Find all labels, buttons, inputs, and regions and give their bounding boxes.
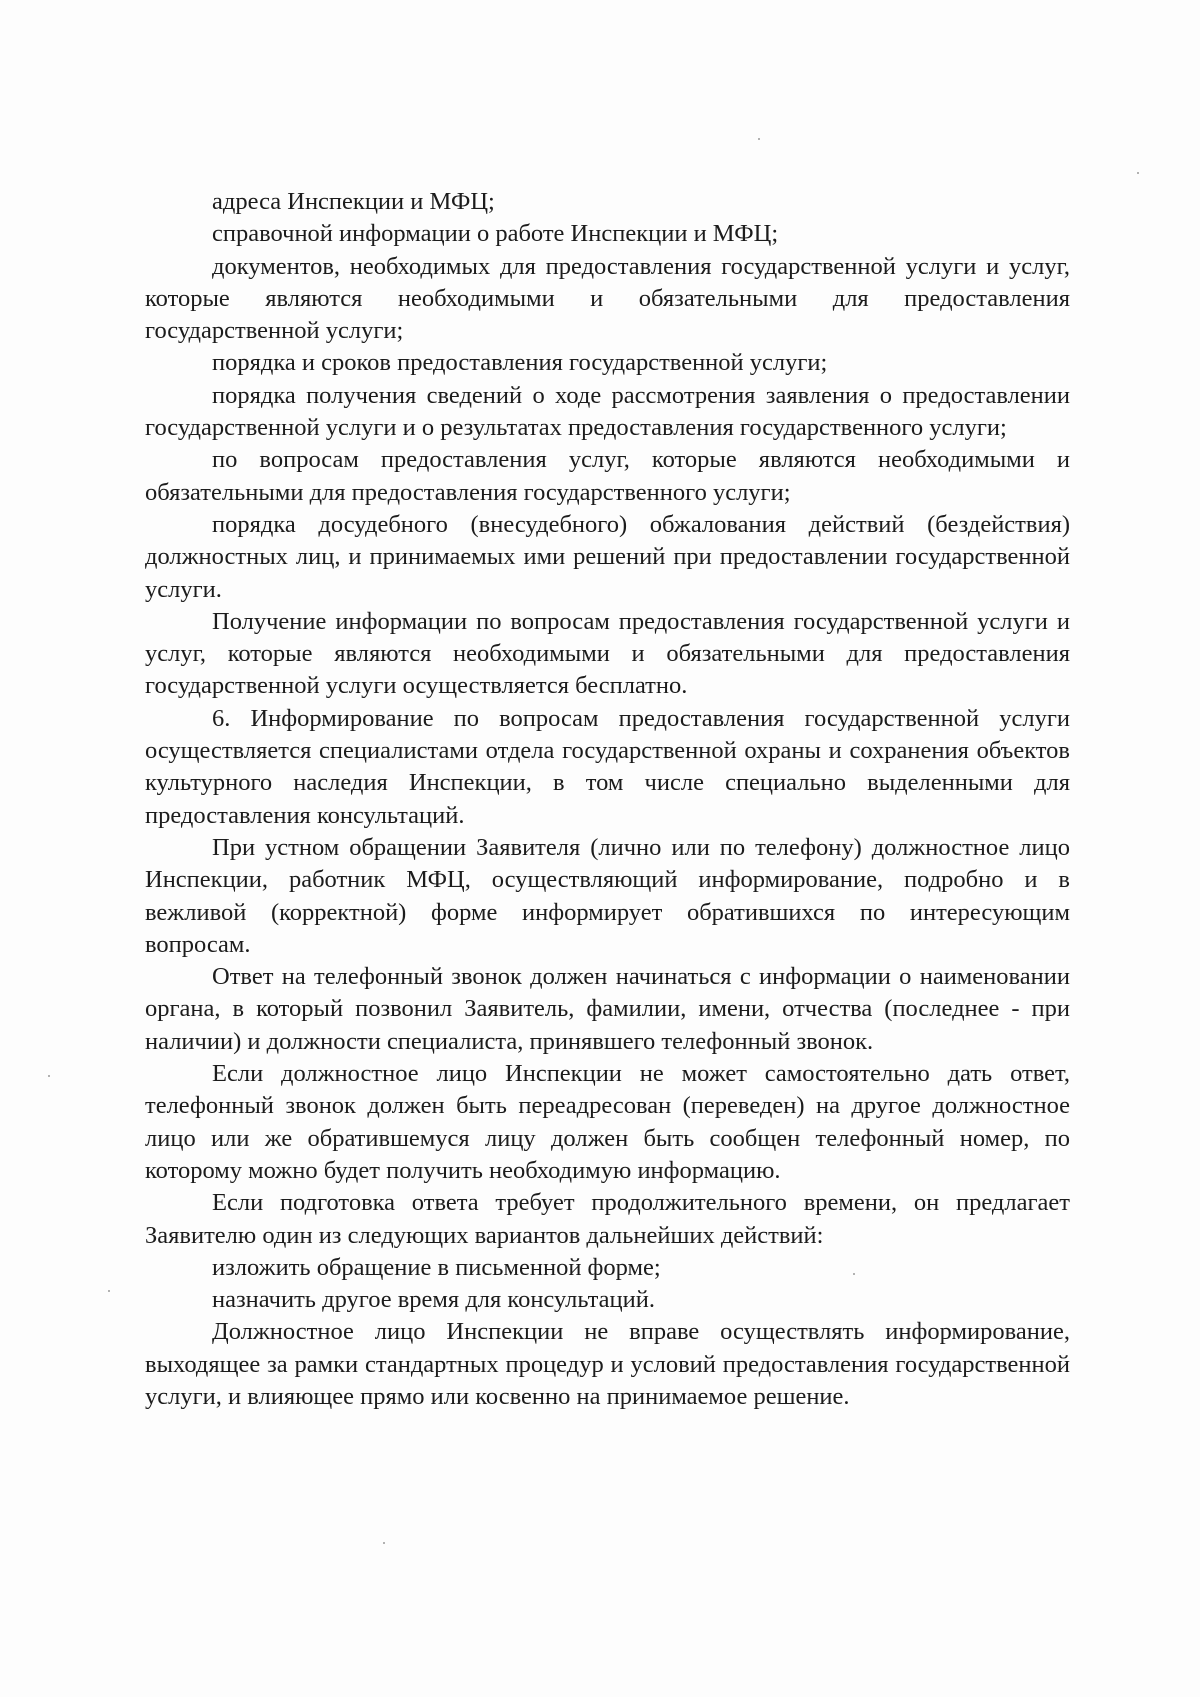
paragraph-10: При устном обращении Заявителя (лично или по телефону) должностное лицо Инспекции, работник МФЦ, осуществляющий информирование, подробно и в вежливой (корректной) форме информирует обратившихся по интересующим вопросам.	[145, 833, 1070, 958]
paragraph-5: порядка получения сведений о ходе рассмотрения заявления о предоставлении государственной услуги и о результатах предоставления государственного услуги;	[145, 381, 1070, 442]
paragraph-7: порядка досудебного (внесудебного) обжалования действий (бездействия) должностных лиц, и принимаемых ими решений при предоставлении государственной услуги.	[145, 510, 1070, 603]
paragraph-16: Должностное лицо Инспекции не вправе осуществлять информирование, выходящее за рамки стандартных процедур и условий предоставления государственной услуги, и влияющее прямо или косвенно на принимаемое решение.	[145, 1318, 1070, 1410]
paragraph-13: Если подготовка ответа требует продолжительного времени, он предлагает Заявителю один из следующих вариантов дальнейших действий:	[145, 1189, 1070, 1249]
scan-speck	[48, 1075, 50, 1077]
paragraph-9: 6. Информирование по вопросам предоставления государственной услуги осуществляется специалистами отдела государственной охраны и сохранения объектов культурного наследия Инспекции, в том числе специально выделенными для предоставления консультаций.	[145, 704, 1070, 829]
paragraph-2: справочной информации о работе Инспекции и МФЦ;	[212, 220, 779, 248]
paragraph-1: адреса Инспекции и МФЦ;	[212, 188, 495, 215]
paragraph-4: порядка и сроков предоставления государственной услуги;	[212, 349, 828, 377]
scan-speck	[758, 138, 760, 140]
scan-speck	[1137, 172, 1139, 174]
paragraph-14: изложить обращение в письменной форме;	[212, 1253, 661, 1281]
scan-speck	[853, 1273, 855, 1275]
paragraph-3: документов, необходимых для предоставления государственной услуги и услуг, которые являются необходимыми и обязательными для предоставления государственной услуги;	[145, 252, 1070, 345]
scan-speck	[383, 1542, 385, 1544]
paragraph-11: Ответ на телефонный звонок должен начинаться с информации о наименовании органа, в который позвонил Заявитель, фамилии, имени, отчества (последнее - при наличии) и должности специалиста, принявшего телефонный звонок.	[145, 963, 1070, 1055]
paragraph-15: назначить другое время для консультаций.	[212, 1286, 655, 1314]
document-body	[145, 186, 1070, 1413]
scan-speck	[108, 1290, 110, 1292]
paragraph-6: по вопросам предоставления услуг, которые являются необходимыми и обязательными для предоставления государственного услуги;	[145, 446, 1070, 506]
paragraph-8: Получение информации по вопросам предоставления государственной услуги и услуг, которые являются необходимыми и обязательными для предоставления государственной услуги осуществляется бесплатно.	[145, 607, 1070, 700]
paragraph-12: Если должностное лицо Инспекции не может самостоятельно дать ответ, телефонный звонок должен быть переадресован (переведен) на другое должностное лицо или же обратившемуся лицу должен быть сообщен телефонный номер, по которому можно будет получить необходимую информацию.	[145, 1060, 1070, 1184]
